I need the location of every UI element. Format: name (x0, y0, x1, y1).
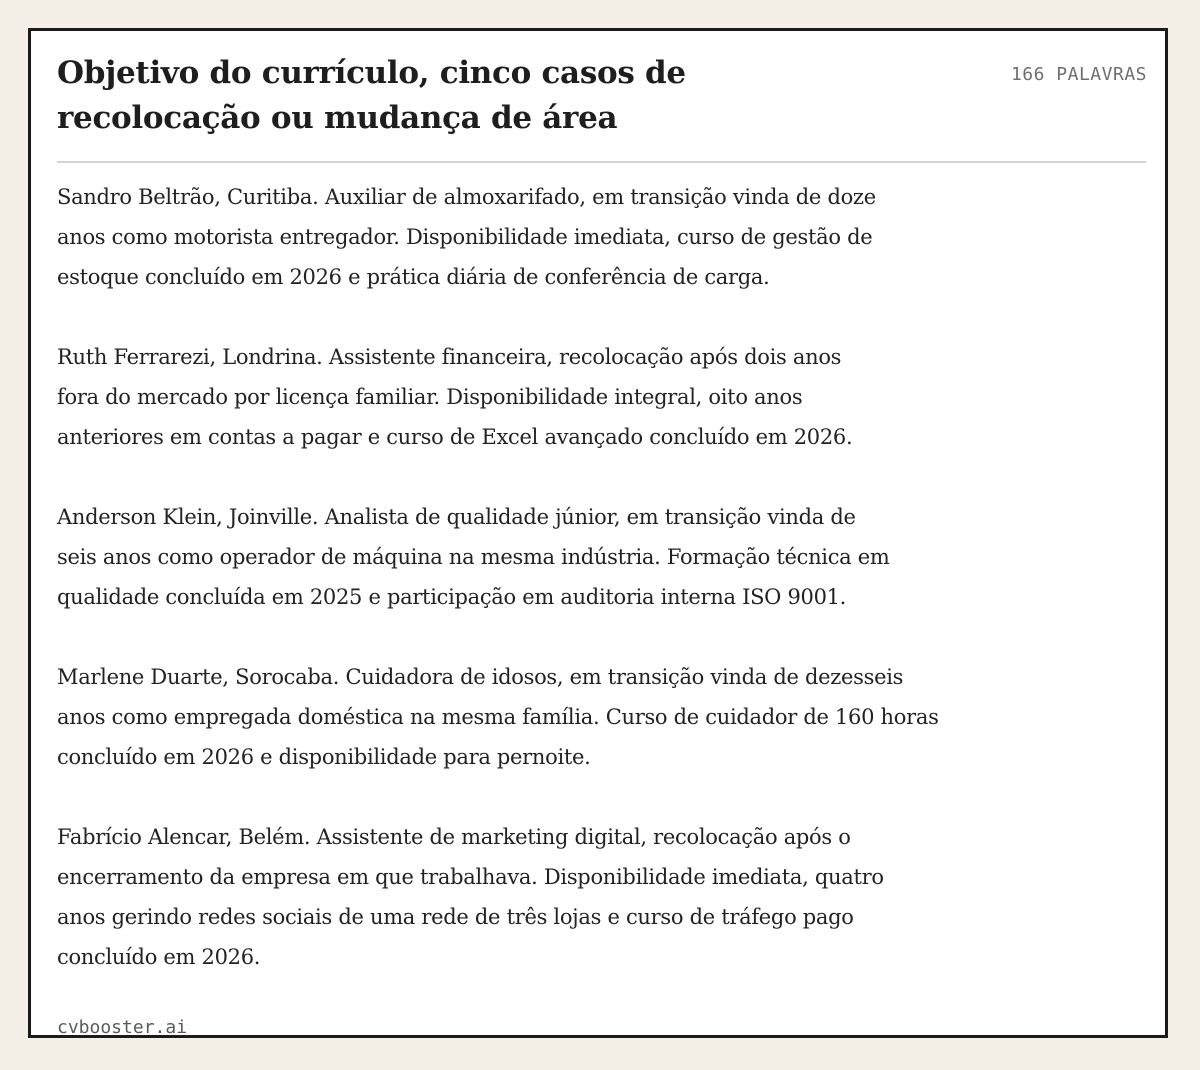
entry-marlene-duarte (57, 657, 1107, 777)
entry-anderson-klein (57, 497, 1107, 617)
entry-line: seis anos como operador de máquina na mesma indústria. Formação técnica em (57, 545, 890, 569)
entry-line: concluído em 2026. (57, 945, 261, 969)
entry-line: Anderson Klein, Joinville. Analista de qualidade júnior, em transição vinda de (57, 505, 856, 529)
entry-line: anos como empregada doméstica na mesma família. Curso de cuidador de 160 horas (57, 705, 939, 729)
document-card (28, 28, 1168, 1038)
title-line: recolocação ou mudança de área (57, 100, 618, 136)
entry-line: Marlene Duarte, Sorocaba. Cuidadora de idosos, em transição vinda de dezesseis (57, 665, 904, 689)
entry-line: Sandro Beltrão, Curitiba. Auxiliar de almoxarifado, em transição vinda de doze (57, 185, 876, 209)
title-line: Objetivo do currículo, cinco casos de (57, 55, 686, 91)
entry-line: estoque concluído em 2026 e prática diária de conferência de carga. (57, 265, 770, 289)
entry-ruth-ferrarezi (57, 337, 1107, 457)
entry-fabricio-alencar (57, 817, 1107, 977)
entry-line: concluído em 2026 e disponibilidade para pernoite. (57, 745, 591, 769)
entry-line: anteriores em contas a pagar e curso de Excel avançado concluído em 2026. (57, 425, 853, 449)
document-title (57, 51, 817, 141)
entry-line: qualidade concluída em 2025 e participação em auditoria interna ISO 9001. (57, 585, 847, 609)
document-header (57, 51, 1147, 163)
entry-line: Ruth Ferrarezi, Londrina. Assistente financeira, recolocação após dois anos (57, 345, 842, 369)
entry-line: anos gerindo redes sociais de uma rede de três lojas e curso de tráfego pago (57, 905, 854, 929)
header-divider (57, 161, 1146, 163)
entry-line: fora do mercado por licença familiar. Disponibilidade integral, oito anos (57, 385, 803, 409)
footer-brand: cvbooster.ai (57, 1017, 188, 1038)
word-count-label: 166 PALAVRAS (1010, 64, 1147, 85)
entry-line: Fabrício Alencar, Belém. Assistente de marketing digital, recolocação após o (57, 825, 851, 849)
entries-list (57, 177, 1107, 1017)
entry-line: anos como motorista entregador. Disponibilidade imediata, curso de gestão de (57, 225, 873, 249)
entry-line: encerramento da empresa em que trabalhava. Disponibilidade imediata, quatro (57, 865, 884, 889)
entry-sandro-beltrao (57, 177, 1107, 297)
